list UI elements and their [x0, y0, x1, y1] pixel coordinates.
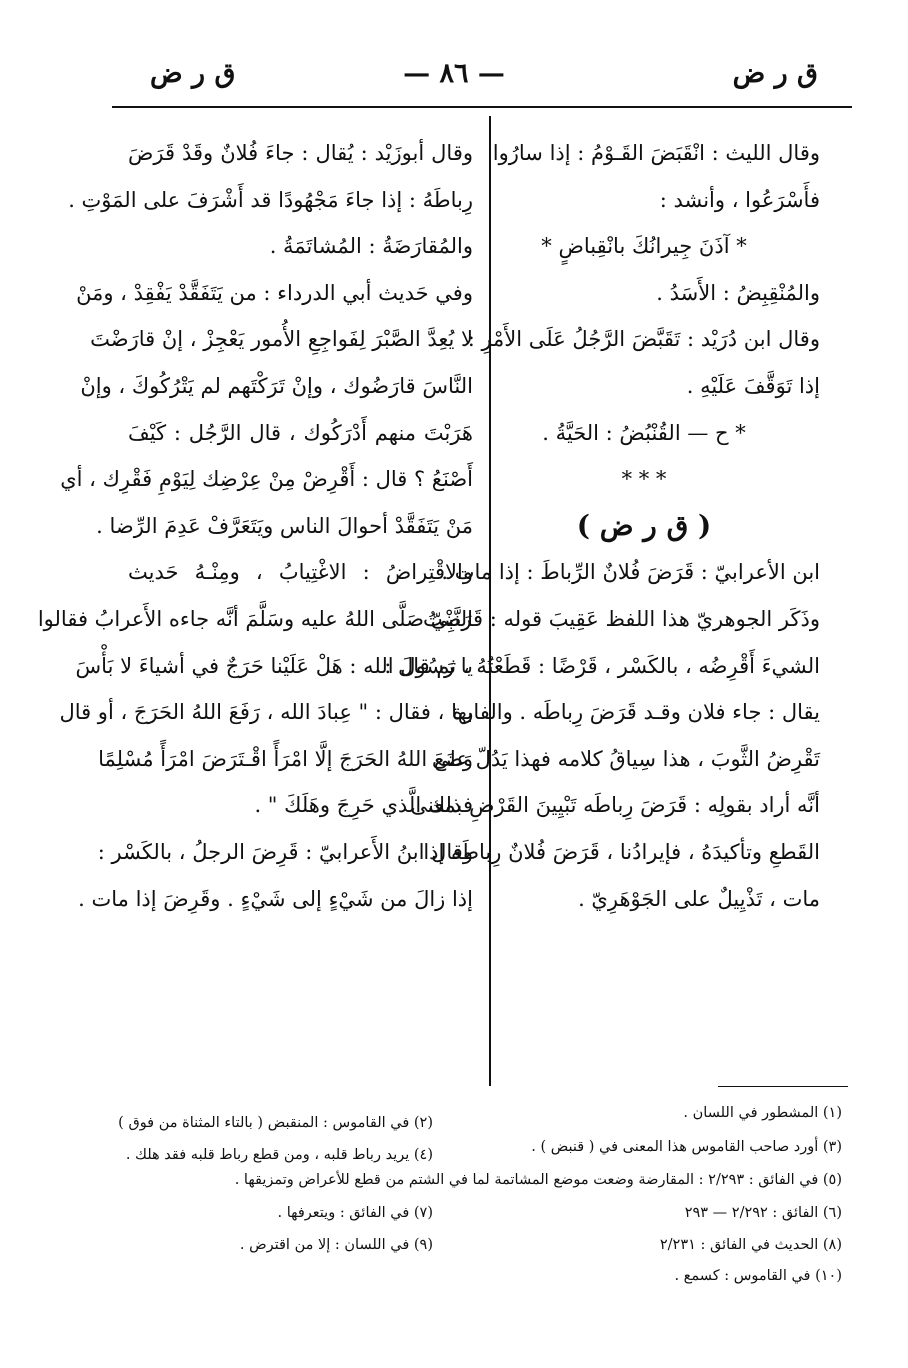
text-line: بها ، فقال : " عِبادَ الله ، رَفَعَ اللهُ الحَرَجَ ، أو قال	[59, 700, 473, 725]
header-root-left: ق ر ض	[150, 58, 236, 89]
text-line: هَرَبْتَ منهم أَدْرَكُوك ، قال الرَّجُل : كَيْفَ	[128, 420, 473, 445]
header-rule	[112, 106, 852, 108]
text-line: الشيءَ أَقْرِضُه ، بالكَسْر ، قَرْضًا : قَطَعْتُهُ ، ثم قال :	[384, 653, 820, 678]
verse-line: * آذَنَ جِيرانُكَ بانْقِباضٍ *	[541, 234, 747, 259]
text-line: النَّبِيّ صَلَّى اللهُ عليه وسَلَّمَ أنَّه جاءه الأَعرابُ فقالوا	[37, 606, 473, 631]
footnote-10: (١٠) في القاموس : كسمع .	[674, 1268, 842, 1284]
right-column	[384, 130, 820, 922]
text-line: النَّاسَ قارَضُوك ، وإنْ تَرَكْتَهم لم يَتْرُكُوكَ ، وإنْ	[80, 373, 473, 398]
footnote-6: (٦) الفائق : ٢/٢٩٢ — ٢٩٣	[684, 1205, 842, 1221]
section-divider: * * *	[621, 467, 667, 492]
text-line: وذَكَر الجوهريّ هذا اللفظ عَقِيبَ قوله : قَرَضْتُ	[422, 606, 820, 631]
header-root-right: ق ر ض	[732, 58, 818, 89]
text-line: والمُقارَضَةُ : المُشاتَمَةُ .	[269, 234, 473, 259]
text-line: وفي حَديث أبي الدرداء : من يَتَفَقَّدْ يَفْقِدْ ، ومَنْ	[76, 280, 473, 305]
footnote-3: (٣) أورد صاحب القاموس هذا المعنى في ( قنبض ) .	[531, 1139, 842, 1155]
footnote-8: (٨) الحديث في الفائق : ٢/٢٣١	[659, 1237, 842, 1253]
addendum-line: * ح — القُنْبُضُ : الحَيَّةُ .	[542, 420, 746, 445]
text-line: ابن الأعرابيّ : قَرَضَ فُلانٌ الرِّباطَ : إذا مات .	[441, 560, 820, 585]
text-line: فذلك الَّذي حَرِجَ وهَلَكَ " .	[254, 793, 473, 818]
text-line: يقال : جاء فلان وقـد قَرَضَ رِباطَه . والفارة	[452, 700, 820, 725]
footnote-9: (٩) في اللسان : إلا من اقترض .	[239, 1237, 433, 1253]
text-line: رِباطَهُ : إذا جاءَ مَجْهُودًا قد أَشْرَفَ على المَوْتِ .	[68, 187, 473, 212]
text-line: إذا زالَ من شَيْءٍ إلى شَيْءٍ . وقَرِضَ إذا مات .	[78, 886, 473, 911]
text-line: لا يُعِدَّ الصَّبْرَ لِفَواجِعِ الأُمور يَعْجِزْ ، إنْ قارَضْتَ	[90, 327, 473, 352]
text-line: مَنْ يَتَفَقَّدْ أحوالَ الناس ويَتَعَرَّفْ عَدِمَ الرِّضا .	[96, 513, 473, 538]
text-line: والاقْتِراضُ : الاغْتِيابُ ، ومِنْـهُ حَديث	[128, 560, 473, 585]
text-line: تَقْرِضُ الثَّوبَ ، هذا سِياقُ كلامه فهذا يَدُلّ على	[431, 746, 820, 771]
footnote-1: (١) المشطور في اللسان .	[683, 1105, 842, 1121]
text-line: يا رَسُولَ الله : هَلْ عَلَيْنا حَرَجٌ في أشياءَ لا بَأْسَ	[75, 653, 473, 678]
text-line: وقال أبوزَيْد : يُقال : جاءَ فُلانٌ وقَدْ قَرَضَ	[128, 141, 473, 165]
footnote-5: (٥) في الفائق : ٢/٢٩٣ : المقارضة وضعت موضع المشاتمة لما في الشتم من قطع للأعراض وتمزيقها .	[234, 1172, 842, 1188]
text-line: وقال الليث : انْقَبَضَ القَـوْمُ : إذا سارُوا	[492, 141, 820, 165]
text-line: أنَّه أراد بقولِه : قَرَضَ رِباطَه تَبْيِينَ القَرْضِ بمعنى	[410, 793, 820, 818]
text-line: وقال ابنُ الأَعرابيّ : قَرِضَ الرجلُ ، بالكَسْر :	[97, 839, 473, 864]
text-line: القَطعِ وتأكيدَهُ ، فإيرادُنا ، قَرَضَ فُلانٌ رِباطَه إذا	[423, 839, 820, 864]
text-line: أَصْنَعُ ؟ قال : أَقْرِضْ مِنْ عِرْضِك لِيَوْمِ فَقْرِك ، أي	[60, 467, 473, 492]
text-line: والمُنْقِبِضُ : الأَسَدُ .	[656, 280, 820, 305]
footnote-rule	[718, 1086, 848, 1087]
footnote-2: (٢) في القاموس : المنقبض ( بالتاء المثناة من فوق )	[118, 1115, 433, 1131]
footnote-4: (٤) يريد رباط قلبه ، ومن قطع رباط قلبه فقد هلك .	[125, 1147, 433, 1163]
text-line: وَضَعَ اللهُ الحَرَجَ إلَّا امْرَأً اقْـتَرَضَ امْرَأً مُسْلِمًا	[98, 746, 473, 771]
text-line: إذا تَوَقَّفَ عَلَيْهِ .	[686, 373, 820, 398]
text-line: وقال ابن دُرَيْد : تَقَبَّضَ الرَّجُلُ عَلَى الأَمْرِ :	[467, 327, 820, 352]
text-line: مات ، تَذْيِيلٌ على الجَوْهَرِيّ .	[578, 886, 820, 911]
footnote-7: (٧) في الفائق : ويتعرفها .	[277, 1205, 433, 1221]
text-line: فأَسْرَعُوا ، وأنشد :	[659, 187, 820, 212]
left-column	[37, 130, 473, 922]
page-number: — ٨٦ —	[403, 58, 505, 89]
entry-heading: ( ق ر ض )	[576, 508, 712, 542]
